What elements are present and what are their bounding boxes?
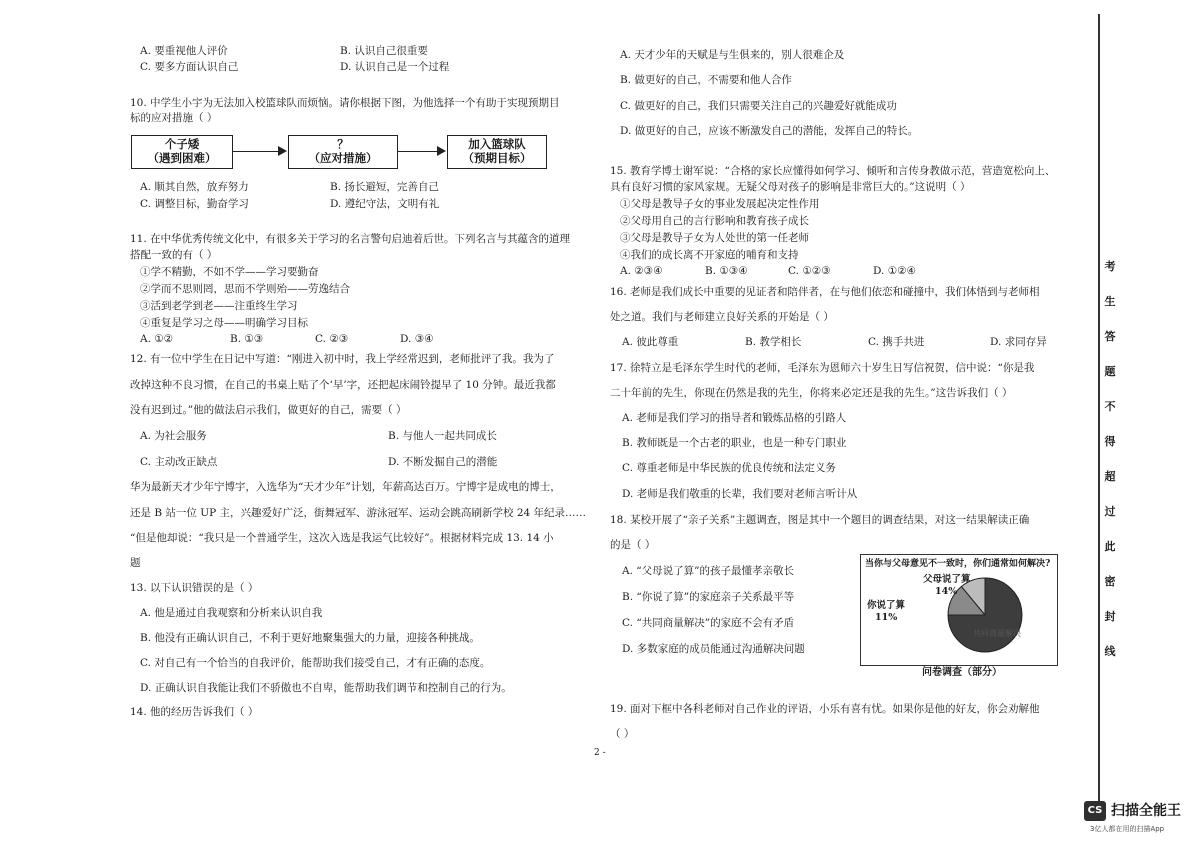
q14-option-c: C. 做更好的自己，我们只需要关注自己的兴趣爱好就能成功 bbox=[620, 100, 897, 112]
side-char: 得 bbox=[1104, 435, 1116, 448]
q10-option-a: A. 顺其自然，放弃努力 bbox=[140, 181, 249, 193]
q12-stem-line2: 改掉这种不良习惯，在自己的书桌上贴了个‘早’字，还把起床闹铃提早了 10 分钟。最近我都 bbox=[130, 379, 556, 391]
page-number: 2 - bbox=[594, 748, 606, 758]
q16-stem-line2: 处之道。我们与老师建立良好关系的开始是（ ） bbox=[610, 311, 834, 323]
q17-option-d: D. 老师是我们敬重的长辈，我们要对老师言听计从 bbox=[622, 488, 858, 500]
q18-option-a: A. “父母说了算”的孩子最懂孝亲敬长 bbox=[622, 565, 794, 577]
q11-option-d: D. ③④ bbox=[400, 333, 434, 345]
material-line2: 还是 B 站一位 UP 主，兴趣爱好广泛，街舞冠军、游泳冠军、运动会跳高刷新学校 24 年纪录…… bbox=[130, 507, 587, 519]
q10-stem-line2: 标的应对措施（ ） bbox=[130, 112, 218, 124]
side-char: 线 bbox=[1104, 645, 1116, 658]
q16-stem-line1: 16. 老师是我们成长中重要的见证者和陪伴者，在与他们依恋和碰撞中，我们体悟到与老师相 bbox=[610, 286, 1040, 298]
side-char: 此 bbox=[1104, 540, 1116, 553]
survey-chart bbox=[860, 554, 1058, 666]
flow-box-measure-sub: （应对措施） bbox=[308, 151, 378, 165]
watermark-brand: 扫描全能王 bbox=[1111, 803, 1181, 819]
q19-stem-line1: 19. 面对下框中各科老师对自己作业的评语，小乐有喜有忧。如果你是他的好友，你会劝解他 bbox=[610, 703, 1040, 715]
q10-option-c: C. 调整目标，勤奋学习 bbox=[140, 198, 249, 210]
side-char: 不 bbox=[1104, 400, 1116, 413]
q9-option-c: C. 要多方面认识自己 bbox=[140, 61, 239, 73]
q12-stem-line1: 12. 有一位中学生在日记中写道：“刚进入初中时，我上学经常迟到，老师批评了我。我为了 bbox=[130, 353, 555, 365]
flow-box-difficulty-title: 个子矮 bbox=[164, 137, 200, 151]
q14-option-a: A. 天才少年的天赋是与生俱来的，别人很难企及 bbox=[620, 49, 845, 61]
q13-option-b: B. 他没有正确认识自己，不利于更好地聚集强大的力量，迎接各种挑战。 bbox=[140, 632, 480, 644]
chart-caption: 问卷调查（部分） bbox=[922, 667, 1002, 678]
q15-stem-line2: 具有良好习惯的家风家规。无疑父母对孩子的影响是非常巨大的。”这说明（ ） bbox=[610, 181, 971, 193]
material-line4: 题 bbox=[130, 557, 141, 569]
q15-option-a: A. ②③④ bbox=[620, 265, 663, 277]
q13-stem: 13. 以下认识错误的是（ ） bbox=[130, 582, 259, 594]
q11-item-4: ④重复是学习之母——明确学习目标 bbox=[140, 317, 308, 329]
q16-option-b: B. 教学相长 bbox=[745, 336, 802, 348]
side-char: 考 bbox=[1104, 260, 1116, 273]
side-char: 答 bbox=[1104, 330, 1116, 343]
q19-stem-line2: （ ） bbox=[610, 728, 635, 740]
q15-item-4: ④我们的成长离不开家庭的哺育和支持 bbox=[620, 249, 799, 261]
side-char: 过 bbox=[1104, 505, 1116, 518]
side-char: 生 bbox=[1104, 295, 1116, 308]
flow-box-difficulty-sub: （遇到困难） bbox=[147, 151, 217, 165]
binding-line bbox=[1098, 14, 1100, 814]
q15-stem-line1: 15. 教育学博士谢军说：“合格的家长应懂得如何学习、倾听和言传身教做示范，营造宽松向上、 bbox=[610, 165, 1056, 177]
flow-box-goal-title: 加入篮球队 bbox=[468, 137, 526, 151]
watermark-tagline: 3亿人都在用的扫描App bbox=[1090, 825, 1165, 833]
q15-item-2: ②父母用自己的言行影响和教育孩子成长 bbox=[620, 215, 809, 227]
q13-option-c: C. 对自己有一个恰当的自我评价，能帮助我们接受自己，才有正确的态度。 bbox=[140, 657, 491, 669]
flow-box-goal bbox=[447, 135, 547, 169]
q18-option-c: C. “共同商量解决”的家庭不会有矛盾 bbox=[622, 617, 795, 629]
q18-option-d: D. 多数家庭的成员能通过沟通解决问题 bbox=[622, 643, 805, 655]
q12-option-c: C. 主动改正缺点 bbox=[140, 456, 218, 468]
q11-option-c: C. ②③ bbox=[315, 333, 349, 345]
q11-stem-line2: 搭配一致的有（ ） bbox=[130, 249, 218, 261]
flow-box-difficulty bbox=[131, 135, 233, 169]
flow-box-measure bbox=[288, 135, 398, 169]
q12-stem-line3: 没有迟到过。”他的做法启示我们，做更好的自己，需要（ ） bbox=[130, 404, 407, 416]
flow-arrow-1 bbox=[233, 151, 285, 152]
camscanner-logo-icon: CS bbox=[1084, 801, 1106, 821]
q17-stem-line1: 17. 徐特立是毛泽东学生时代的老师，毛泽东为恩师六十岁生日写信祝贺，信中说：“你是我 bbox=[610, 362, 1035, 374]
q18-stem-line2: 的是（ ） bbox=[610, 539, 656, 551]
q17-option-b: B. 教师既是一个古老的职业，也是一种专门职业 bbox=[622, 437, 847, 449]
q18-stem-line1: 18. 某校开展了“亲子关系”主题调查，图是其中一个题目的调查结果，对这一结果解读正确 bbox=[610, 514, 1030, 526]
flow-box-measure-title: ？ bbox=[337, 137, 349, 151]
q10-stem-line1: 10. 中学生小宇为无法加入校篮球队而烦恼。请你根据下图，为他选择一个有助于实现预期目 bbox=[130, 97, 560, 109]
material-line3: “但是他却说：“我只是一个普通学生，这次入选是我运气比较好”。根据材料完成 13. 14 小 bbox=[130, 532, 554, 544]
q12-option-d: D. 不断发掘自己的潜能 bbox=[388, 456, 498, 468]
q13-option-d: D. 正确认识自我能让我们不骄傲也不自卑，能帮助我们调节和控制自己的行为。 bbox=[140, 682, 512, 694]
q18-option-b: B. “你说了算”的家庭亲子关系最平等 bbox=[622, 591, 795, 603]
side-char: 密 bbox=[1104, 575, 1116, 588]
q11-stem-line1: 11. 在中华优秀传统文化中，有很多关于学习的名言警句启迪着后世。下列名言与其蕴含的道理 bbox=[130, 233, 571, 245]
slice-label-shared: 共同商量解决 bbox=[973, 629, 1021, 638]
q15-option-d: D. ①②④ bbox=[873, 265, 916, 277]
flow-arrow-2 bbox=[398, 151, 444, 152]
q14-stem: 14. 他的经历告诉我们（ ） bbox=[130, 706, 259, 718]
side-char: 超 bbox=[1104, 470, 1116, 483]
q12-option-a: A. 为社会服务 bbox=[140, 430, 207, 442]
material-line1: 华为最新天才少年宁博宇，入选华为“天才少年”计划，年薪高达百万。宁博宇是成电的博士， bbox=[130, 481, 561, 493]
q15-option-c: C. ①②③ bbox=[788, 265, 831, 277]
q12-option-b: B. 与他人一起共同成长 bbox=[388, 430, 497, 442]
q9-option-d: D. 认识自己是一个过程 bbox=[340, 61, 450, 73]
slice-label-you: 你说了算 bbox=[867, 600, 906, 611]
q11-option-a: A. ①② bbox=[140, 333, 174, 345]
slice-label-parents: 父母说了算 bbox=[923, 574, 971, 585]
q11-option-b: B. ①③ bbox=[230, 333, 264, 345]
q15-item-3: ③父母是教导子女为人处世的第一任老师 bbox=[620, 232, 809, 244]
q15-item-1: ①父母是教导子女的事业发展起决定性作用 bbox=[620, 198, 820, 210]
q10-option-d: D. 遵纪守法，文明有礼 bbox=[330, 198, 440, 210]
slice-value-you: 11% bbox=[875, 612, 898, 623]
q17-option-c: C. 尊重老师是中华民族的优良传统和法定义务 bbox=[622, 462, 836, 474]
q9-option-a: A. 要重视他人评价 bbox=[140, 45, 228, 57]
q14-option-d: D. 做更好的自己，应该不断激发自己的潜能，发挥自己的特长。 bbox=[620, 125, 919, 137]
q9-option-b: B. 认识自己很重要 bbox=[340, 45, 428, 57]
q16-option-c: C. 携手共进 bbox=[868, 336, 925, 348]
q11-item-2: ②学而不思则罔，思而不学则殆——劳逸结合 bbox=[140, 283, 350, 295]
q17-stem-line2: 二十年前的先生，你现在仍然是我的先生，你将来必定还是我的先生。”这告诉我们（ ） bbox=[610, 387, 1013, 399]
q13-option-a: A. 他是通过自我观察和分析来认识自我 bbox=[140, 607, 323, 619]
flow-box-goal-sub: （预期目标） bbox=[462, 151, 532, 165]
q17-option-a: A. 老师是我们学习的指导者和锻炼品格的引路人 bbox=[622, 412, 847, 424]
q15-option-b: B. ①③④ bbox=[705, 265, 748, 277]
q10-option-b: B. 扬长避短，完善自己 bbox=[330, 181, 439, 193]
side-char: 封 bbox=[1104, 610, 1116, 623]
slice-value-parents: 14% bbox=[935, 586, 958, 597]
q11-item-1: ①学不精勤，不如不学——学习要勤奋 bbox=[140, 266, 319, 278]
q16-option-d: D. 求同存异 bbox=[990, 336, 1047, 348]
chart-title: 当你与父母意见不一致时，你们通常如何解决? bbox=[865, 559, 1051, 569]
q14-option-b: B. 做更好的自己，不需要和他人合作 bbox=[620, 74, 792, 86]
q16-option-a: A. 彼此尊重 bbox=[622, 336, 679, 348]
q11-item-3: ③活到老学到老——注重终生学习 bbox=[140, 300, 298, 312]
side-char: 题 bbox=[1104, 365, 1116, 378]
